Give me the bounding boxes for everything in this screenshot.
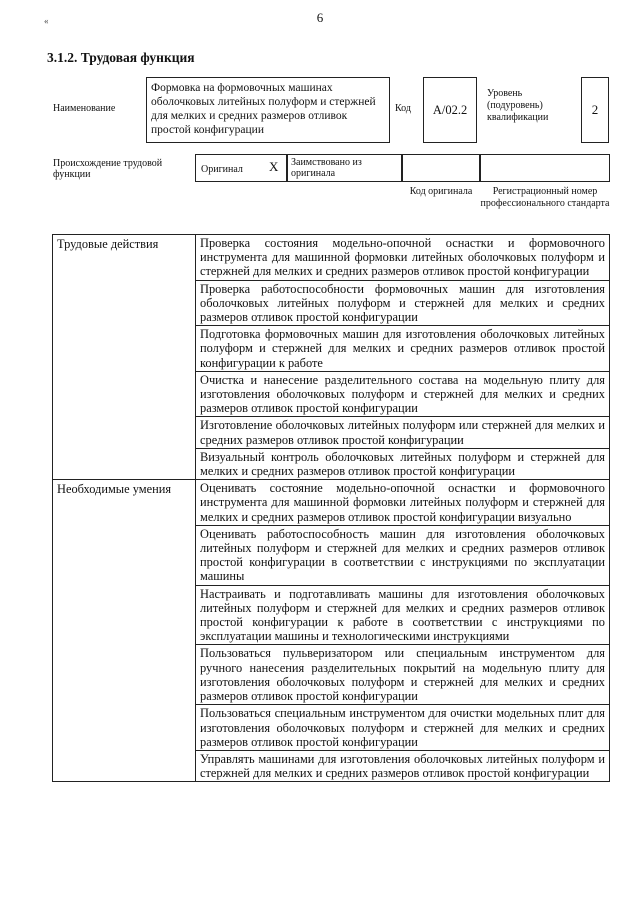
original-box	[195, 154, 287, 182]
code-original-box	[402, 154, 480, 182]
function-code-value: А/02.2	[423, 77, 477, 143]
borrowed-box: Заимствовано из оригинала	[287, 154, 402, 182]
table-item: Проверка работоспособности формовочных машин для изготовления оболочковых литейных полуформ и стержней для мелких и средних размеров отливок простой конфигурации	[196, 280, 610, 326]
code-label: Код	[395, 103, 411, 114]
section-title: 3.1.2. Трудовая функция	[47, 50, 195, 65]
labor-function-table	[52, 234, 610, 782]
table-item: Очистка и нанесение разделительного состава на модельную плиту для изготовления оболочковых полуформ и стержней для мелких и средних размеров отливок простой конфигурации	[196, 371, 610, 417]
table-row	[53, 480, 610, 526]
page-number: 6	[316, 10, 324, 25]
qualification-level-label: Уровень (подуровень) квалификации	[487, 88, 549, 123]
table-item: Настраивать и подготавливать машины для изготовления оболочковых литейных полуформ и стержней для мелких и средних размеров отливок простой конфигурации к работе в соответствии с инструкциями по эксплуатации машины и технологическими инструкциями	[196, 585, 610, 645]
table-item: Подготовка формовочных машин для изготовления оболочковых литейных полуформ и стержней для мелких и средних размеров отливок простой конфигурации к работе	[196, 326, 610, 372]
table-item: Оценивать состояние модельно-опочной оснастки и формовочного инструмента для машинной формовки литейных полуформ и стержней для мелких и средних размеров отливок простой конфигурации визуально	[196, 480, 610, 526]
table-row	[53, 235, 610, 281]
registration-number-box	[480, 154, 610, 182]
function-name-value: Формовка на формовочных машинах оболочковых литейных полуформ и стержней для мелких и средних размеров отливок простой конфигурации	[146, 77, 390, 143]
original-label: Оригинал	[201, 164, 243, 175]
table-item: Пользоваться специальным инструментом для очистки модельных плит для изготовления оболочковых полуформ и стержней для мелких и средних размеров отливок простой конфигурации	[196, 705, 610, 751]
table-item: Оценивать работоспособность машин для изготовления оболочковых литейных полуформ и стержней для мелких и средних размеров отливок простой конфигурации в соответствии с инструкциями по эксплуатации машины	[196, 525, 610, 585]
table-item: Проверка состояния модельно-опочной оснастки и формовочного инструмента для машинной формовки литейных оболочковых полуформ и стержней для мелких и средних размеров отливок простой конфигурации	[196, 235, 610, 281]
table-item: Визуальный контроль оболочковых литейных полуформ и стержней для мелких и средних размеров отливок простой конфигурации	[196, 448, 610, 479]
table-item: Управлять машинами для изготовления оболочковых литейных полуформ и стержней для мелких и средних размеров отливок простой конфигурации	[196, 750, 610, 781]
code-original-label: Код оригинала	[409, 186, 473, 197]
table-item: Изготовление оболочковых литейных полуформ или стержней для мелких и средних размеров отливок простой конфигурации	[196, 417, 610, 448]
name-label: Наименование	[53, 103, 116, 114]
qualification-level-value: 2	[581, 77, 609, 143]
table-item: Пользоваться пульверизатором или специальным инструментом для ручного нанесения разделительных покрытий на модельную плиту для изготовления оболочковых полуформ и стержней для мелких и средних размеров отливок простой конфигурации	[196, 645, 610, 705]
section-label: Трудовые действия	[53, 235, 196, 480]
original-mark: X	[269, 159, 279, 174]
section-label: Необходимые умения	[53, 480, 196, 782]
origin-label: Происхождение трудовой функции	[53, 158, 163, 180]
registration-number-label: Регистрационный номер профессионального стандарта	[480, 186, 610, 209]
corner-mark: «	[44, 16, 49, 26]
